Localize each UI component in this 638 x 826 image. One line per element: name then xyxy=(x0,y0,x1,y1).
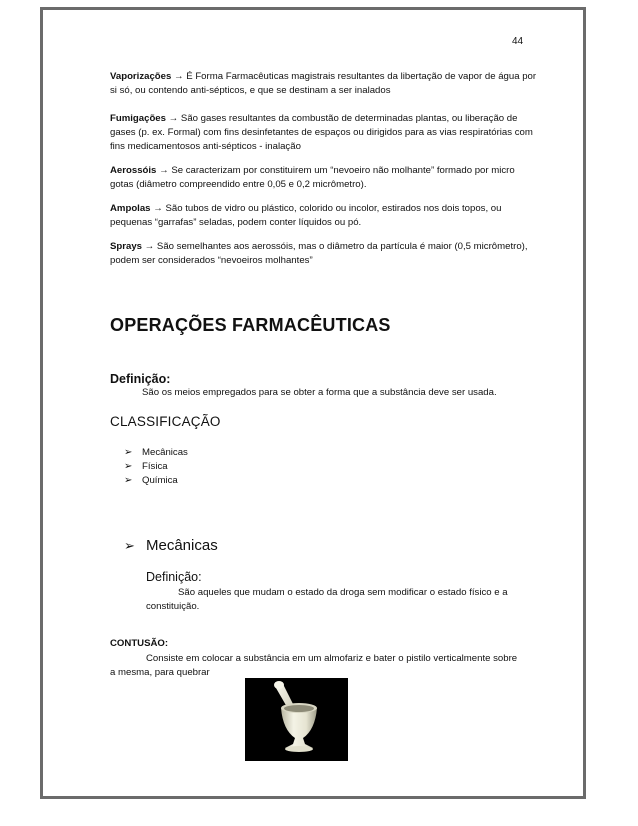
arrow-icon: → xyxy=(153,203,163,214)
list-item-label: Física xyxy=(142,461,168,472)
term-fumigacoes: Fumigações xyxy=(110,113,166,124)
arrow-bullet-icon: ➢ xyxy=(124,461,133,472)
classification-list xyxy=(124,446,188,488)
page-number: 44 xyxy=(512,36,524,47)
paragraph-fumigacoes xyxy=(110,112,540,154)
contusao-text: Consiste em colocar a substância em um almofariz e bater o pistilo verticalmente sobre xyxy=(146,653,518,664)
list-item-label: Química xyxy=(142,475,178,486)
list-item xyxy=(124,446,188,460)
text-aerossois: Se caracterizam por constituirem um “nevoeiro não molhante” formado por micro gotas (diâmetro compreendido entre 0,05 e 0,2 micrômetro). xyxy=(110,165,515,190)
subsection-definition-text-continued: constituição. xyxy=(146,601,200,612)
list-item xyxy=(124,460,188,474)
arrow-bullet-icon: ➢ xyxy=(124,475,133,486)
subsection-definition-title: Definição: xyxy=(146,570,202,584)
subsection-heading xyxy=(124,537,218,554)
paragraph-ampolas xyxy=(110,202,540,230)
paragraph-vaporizacoes xyxy=(110,70,540,98)
text-vaporizacoes: É Forma Farmacêuticas magistrais resultantes da libertação de vapor de água por si só, ou contendo anti-sépticos, e que se destinam a ser inalados xyxy=(110,71,537,96)
list-item xyxy=(124,474,188,488)
definition-text: São os meios empregados para se obter a forma que a substância deve ser usada. xyxy=(142,387,497,398)
term-aerossois: Aerossóis xyxy=(110,165,157,176)
definition-title: Definição: xyxy=(110,372,171,386)
subsection-title: Mecânicas xyxy=(146,537,218,554)
subsection-definition-text: São aqueles que mudam o estado da droga sem modificar o estado físico e a xyxy=(178,587,508,598)
arrow-icon: → xyxy=(174,71,184,82)
paragraph-sprays xyxy=(110,240,540,268)
classification-title: CLASSIFICAÇÃO xyxy=(110,414,221,429)
term-vaporizacoes: Vaporizações xyxy=(110,71,172,82)
term-ampolas: Ampolas xyxy=(110,203,151,214)
arrow-icon: → xyxy=(144,241,155,252)
arrow-bullet-icon: ➢ xyxy=(124,537,135,553)
section-heading: OPERAÇÕES FARMACÊUTICAS xyxy=(110,315,391,335)
term-sprays: Sprays xyxy=(110,241,142,252)
arrow-bullet-icon: ➢ xyxy=(124,447,133,458)
text-fumigacoes: São gases resultantes da combustão de determinadas plantas, ou liberação de gases (p. ex. Formal) com fins desinfetantes de espaços ou dirigidos para as vias respiratórias com fins medicamentosos anti-sépticos - inalação xyxy=(110,113,533,152)
list-item-label: Mecânicas xyxy=(142,447,188,458)
contusao-text-continued: a mesma, para quebrar xyxy=(110,667,210,678)
text-sprays: São semelhantes aos aerossóis, mas o diâmetro da partícula é maior (0,5 micrômetro), podem ser considerados “nevoeiros molhantes” xyxy=(110,241,528,266)
arrow-icon: → xyxy=(159,165,169,176)
mortar-and-pestle-icon xyxy=(245,678,348,761)
contusao-title: CONTUSÃO: xyxy=(110,638,169,649)
text-ampolas: São tubos de vidro ou plástico, colorido ou incolor, estirados nos dois topos, ou pequenas “garrafas” seladas, podem conter líquidos ou pó. xyxy=(110,203,502,228)
mortar-and-pestle-image xyxy=(245,678,348,761)
paragraph-aerossois xyxy=(110,164,540,192)
arrow-icon: → xyxy=(168,113,179,124)
